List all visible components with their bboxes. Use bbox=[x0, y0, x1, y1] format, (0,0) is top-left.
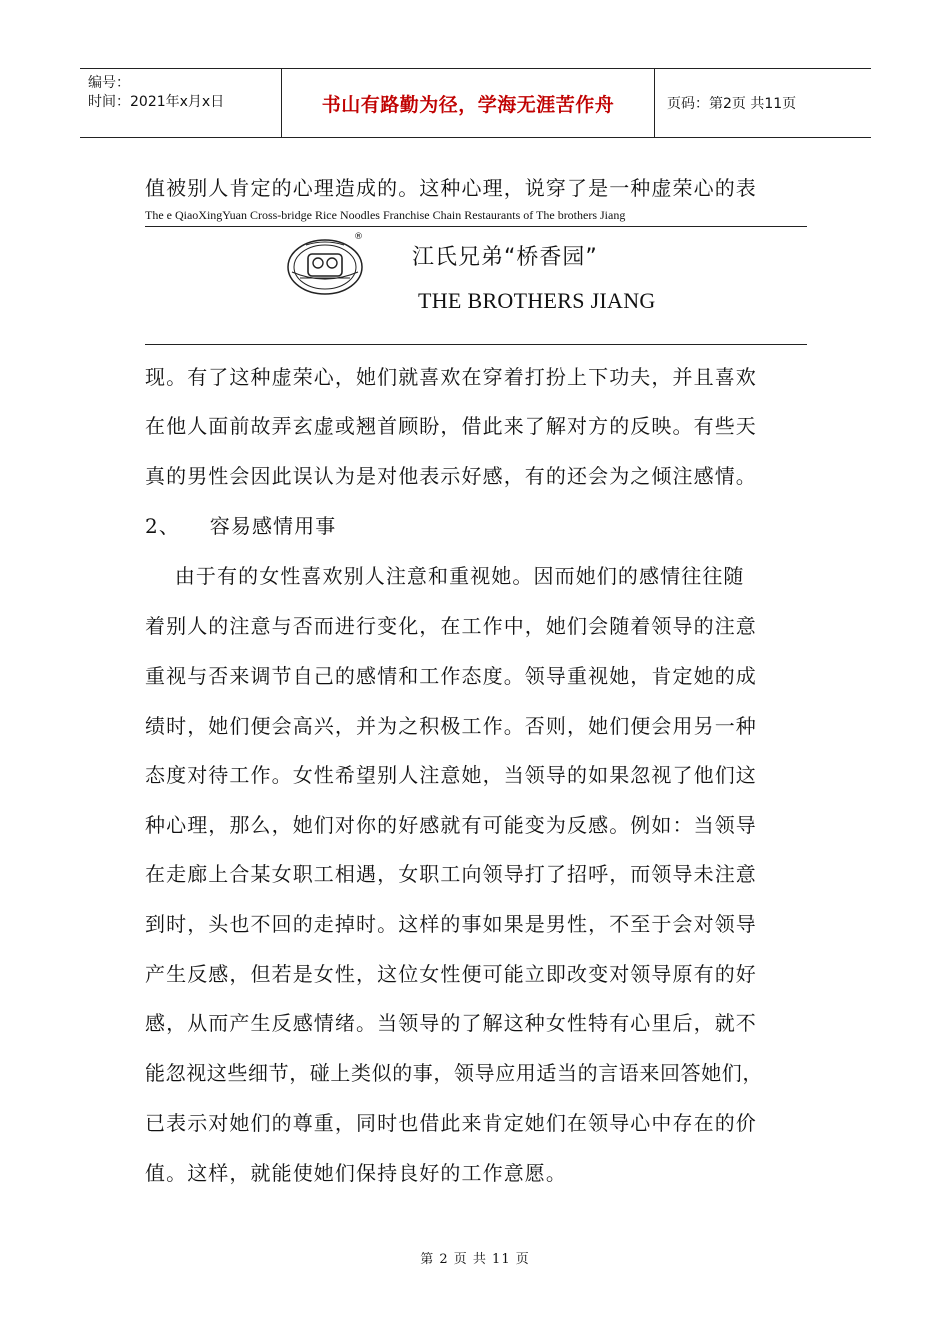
body-line: 感，从而产生反感情绪。当领导的了解这种女性特有心里后，就不 bbox=[145, 1011, 757, 1035]
body-line: 真的男性会因此误认为是对他表示好感，有的还会为之倾注感情。 bbox=[145, 464, 757, 488]
brand-name-chinese: 江氏兄弟“桥香园” bbox=[412, 245, 598, 270]
body-line: 态度对待工作。女性希望别人注意她，当领导的如果忽视了他们这 bbox=[145, 763, 757, 787]
body-line: 到时，头也不回的走掉时。这样的事如果是男性，不至于会对领导 bbox=[145, 912, 757, 936]
motto: 书山有路勤为径，学海无涯苦作舟 bbox=[321, 94, 615, 116]
body-line: 种心理，那么，她们对你的好感就有可能变为反感。例如：当领导 bbox=[145, 813, 757, 837]
body-line: 由于有的女性喜欢别人注意和重视她。因而她们的感情往往随 bbox=[145, 564, 745, 588]
body-line: 重视与否来调节自己的感情和工作态度。领导重视她，肯定她的成 bbox=[145, 664, 757, 688]
header-motto-cell bbox=[282, 69, 655, 137]
header-table bbox=[80, 68, 871, 138]
body-line: 绩时，她们便会高兴，并为之积极工作。否则，她们便会用另一种 bbox=[145, 714, 757, 738]
header-info-cell bbox=[80, 69, 282, 137]
body-line: 值。这样，就能使她们保持良好的工作意愿。 bbox=[145, 1161, 567, 1185]
body-line: 在走廊上合某女职工相遇，女职工向领导打了招呼，而领导未注意 bbox=[145, 862, 757, 886]
page-footer: 第 2 页 共 11 页 bbox=[420, 1252, 530, 1267]
number-label: 编号： bbox=[88, 75, 130, 91]
body-line: 已表示对她们的尊重，同时也借此来肯定她们在领导心中存在的价 bbox=[145, 1111, 757, 1135]
header-divider-top bbox=[145, 226, 807, 227]
body-line: 产生反感，但若是女性，这位女性便可能立即改变对领导原有的好 bbox=[145, 962, 757, 986]
running-header-english: The e QiaoXingYuan Cross-bridge Rice Noodles Franchise Chain Restaurants of The brothers Jiang bbox=[145, 208, 626, 222]
top-paragraph-line: 值被别人肯定的心理造成的。这种心理，说穿了是一种虚荣心的表 bbox=[145, 176, 757, 200]
section-heading: 2、 容易感情用事 bbox=[145, 514, 337, 538]
brand-logo bbox=[286, 236, 364, 298]
body-line: 着别人的注意与否而进行变化，在工作中，她们会随着领导的注意 bbox=[145, 614, 757, 638]
header-page-cell bbox=[655, 69, 871, 137]
brand-name-english: THE BROTHERS JIANG bbox=[418, 288, 656, 313]
body-line: 能忽视这些细节，碰上类似的事，领导应用适当的言语来回答她们， bbox=[145, 1061, 763, 1085]
body-line: 现。有了这种虚荣心，她们就喜欢在穿着打扮上下功夫，并且喜欢 bbox=[145, 365, 757, 389]
body-line: 在他人面前故弄玄虚或翘首顾盼，借此来了解对方的反映。有些天 bbox=[145, 414, 757, 438]
time-label: 时间：2021年x月x日 bbox=[88, 94, 225, 110]
header-divider-bottom bbox=[145, 344, 807, 345]
page-label: 页码：第2页 共11页 bbox=[667, 96, 797, 112]
registered-mark: ® bbox=[354, 232, 363, 242]
